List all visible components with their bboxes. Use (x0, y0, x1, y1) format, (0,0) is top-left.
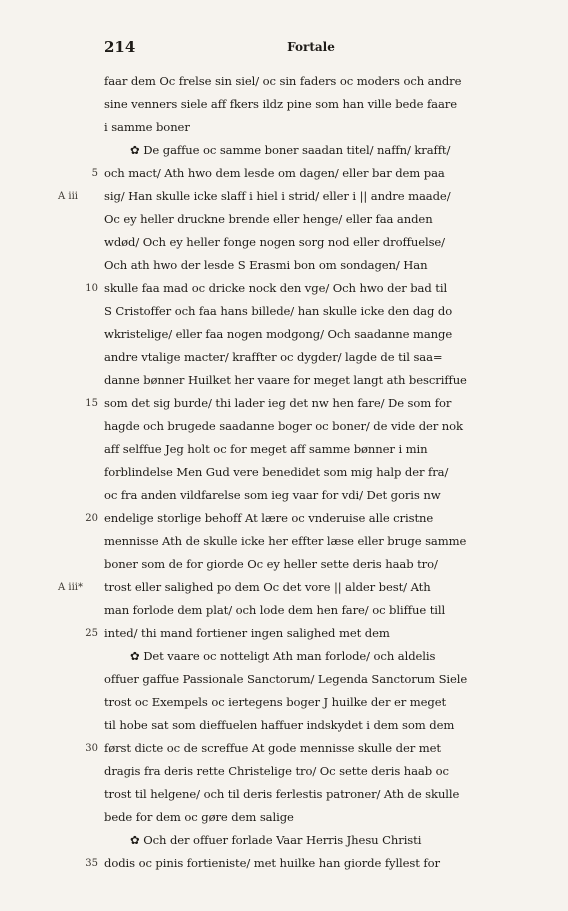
line-number: 15 (85, 398, 98, 409)
line-number: 5 (91, 168, 98, 179)
line-text: aff selffue Jeg holt oc for meget aff samme bønner i min (104, 442, 428, 456)
text-line (0, 254, 568, 277)
line-text: ✿ Och der offuer forlade Vaar Herris Jhesu Christi (130, 833, 422, 847)
text-line (0, 806, 568, 829)
line-number: 25 (85, 628, 98, 639)
text-line (0, 93, 568, 116)
text-line (0, 139, 568, 162)
text-line (0, 829, 568, 852)
text-line (0, 622, 568, 645)
signature-mark: A iii (58, 191, 78, 202)
text-line (0, 392, 568, 415)
text-line (0, 300, 568, 323)
signature-mark: A iii* (58, 582, 83, 593)
line-text: mennisse Ath de skulle icke her effter læse eller bruge samme (104, 534, 467, 548)
line-text: som det sig burde/ thi lader ieg det nw hen fare/ De som for (104, 396, 452, 410)
text-line (0, 70, 568, 93)
line-text: wdød/ Och ey heller fonge nogen sorg nod eller droffuelse/ (104, 235, 445, 249)
line-text: ✿ De gaffue oc samme boner saadan titel/ naffn/ krafft/ (130, 143, 451, 157)
text-line (0, 484, 568, 507)
line-text: andre vtalige macter/ kraffter oc dygder/ lagde de til saa= (104, 350, 443, 364)
line-number: 20 (85, 513, 98, 524)
text-line (0, 645, 568, 668)
text-line (0, 208, 568, 231)
text-line (0, 668, 568, 691)
text-line (0, 691, 568, 714)
text-line (0, 369, 568, 392)
line-text: danne bønner Huilket her vaare for meget langt ath bescriffue (104, 373, 467, 387)
line-text: trost til helgene/ och til deris ferlestis patroner/ Ath de skulle (104, 787, 460, 801)
text-line (0, 438, 568, 461)
line-text: dragis fra deris rette Christelige tro/ Oc sette deris haab oc (104, 764, 449, 778)
line-text: dodis oc pinis fortieniste/ met huilke han giorde fyllest for (104, 856, 440, 870)
page-number: 214 (104, 38, 136, 56)
line-text: boner som de for giorde Oc ey heller sette deris haab tro/ (104, 557, 438, 571)
text-line (0, 760, 568, 783)
line-text: oc fra anden vildfarelse som ieg vaar for vdi/ Det goris nw (104, 488, 441, 502)
text-line (0, 599, 568, 622)
line-number: 30 (85, 743, 98, 754)
line-text: Och ath hwo der lesde S Erasmi bon om sondagen/ Han (104, 258, 428, 272)
text-line (0, 576, 568, 599)
line-text: wkristelige/ eller faa nogen modgong/ Och saadanne mange (104, 327, 453, 341)
line-text: och mact/ Ath hwo dem lesde om dagen/ eller bar dem paa (104, 166, 445, 180)
line-text: offuer gaffue Passionale Sanctorum/ Legenda Sanctorum Siele (104, 672, 468, 686)
text-line (0, 461, 568, 484)
text-line (0, 783, 568, 806)
line-text: sig/ Han skulle icke slaff i hiel i strid/ eller i || andre maade/ (104, 189, 451, 203)
text-line (0, 737, 568, 760)
line-text: Oc ey heller druckne brende eller henge/ eller faa anden (104, 212, 433, 226)
line-text: hagde och brugede saadanne boger oc boner/ de vide der nok (104, 419, 463, 433)
line-text: sine venners siele aff fkers ildz pine som han ville bede faare (104, 97, 457, 111)
text-line (0, 714, 568, 737)
line-text: forblindelse Men Gud vere benedidet som mig halp der fra/ (104, 465, 449, 479)
line-number: 10 (85, 283, 98, 294)
line-text: faar dem Oc frelse sin siel/ oc sin faders oc moders och andre (104, 74, 462, 88)
text-line (0, 553, 568, 576)
running-head: Fortale (287, 40, 335, 54)
text-line (0, 415, 568, 438)
line-text: i samme boner (104, 120, 190, 134)
line-text: til hobe sat som dieffuelen haffuer indskydet i dem som dem (104, 718, 455, 732)
text-line (0, 185, 568, 208)
line-text: S Cristoffer och faa hans billede/ han skulle icke den dag do (104, 304, 453, 318)
text-line (0, 231, 568, 254)
line-text: man forlode dem plat/ och lode dem hen fare/ oc bliffue till (104, 603, 446, 617)
text-body (0, 70, 568, 875)
text-line (0, 116, 568, 139)
line-text: trost eller salighed po dem Oc det vore || alder best/ Ath (104, 580, 431, 594)
text-line (0, 852, 568, 875)
line-text: ✿ Det vaare oc notteligt Ath man forlode/ och aldelis (130, 649, 436, 663)
page-header (104, 38, 518, 58)
line-text: inted/ thi mand fortiener ingen salighed met dem (104, 626, 390, 640)
line-text: først dicte oc de screffue At gode mennisse skulle der met (104, 741, 441, 755)
line-text: skulle faa mad oc dricke nock den vge/ Och hwo der bad til (104, 281, 448, 295)
line-text: bede for dem oc gøre dem salige (104, 810, 294, 824)
text-line (0, 507, 568, 530)
text-line (0, 162, 568, 185)
line-text: endelige storlige behoff At lære oc vnderuise alle cristne (104, 511, 434, 525)
line-number: 35 (85, 858, 98, 869)
line-text: trost oc Exempels oc iertegens boger J huilke der er meget (104, 695, 447, 709)
text-line (0, 277, 568, 300)
text-line (0, 530, 568, 553)
text-line (0, 346, 568, 369)
text-line (0, 323, 568, 346)
